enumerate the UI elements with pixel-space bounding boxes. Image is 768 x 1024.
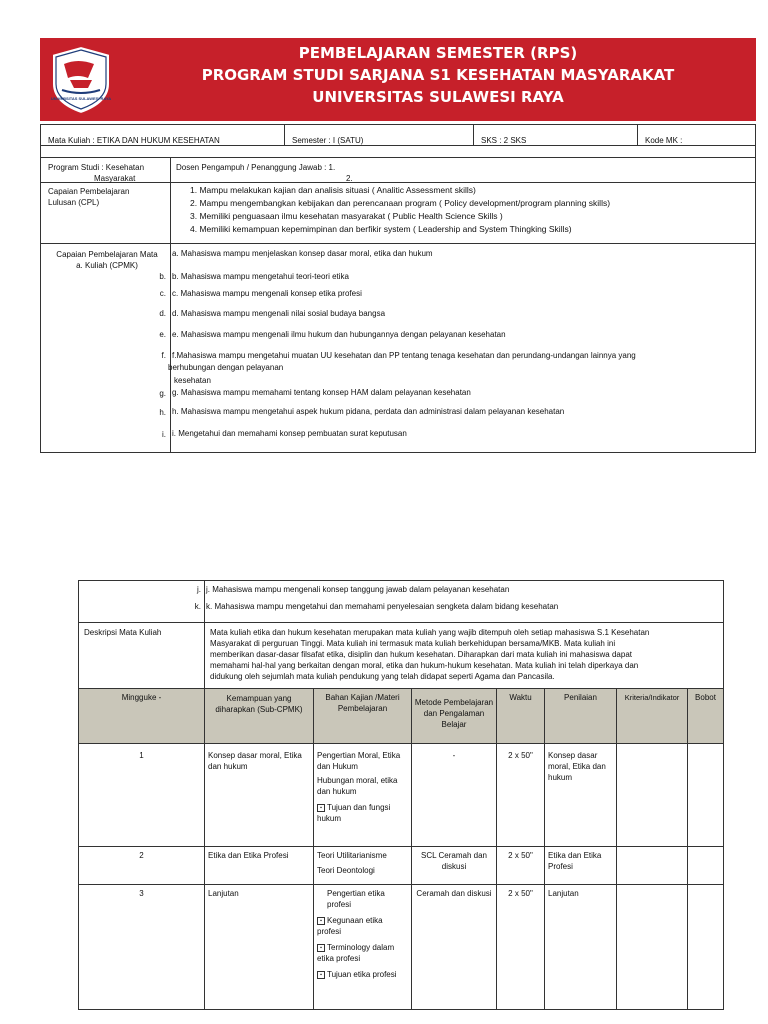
cpmk-marker: e. <box>159 330 166 339</box>
week-number: 2 <box>139 851 144 860</box>
cpmk-item: j. Mahasiswa mampu mengenali konsep tanggung jawab dalam pelayanan kesehatan <box>206 585 510 594</box>
waktu: 2 x 50" <box>508 751 533 760</box>
col-penilaian: Penilaian <box>564 693 597 702</box>
header-title-1: PEMBELAJARAN SEMESTER (RPS) <box>298 44 578 62</box>
week-number: 3 <box>139 889 144 898</box>
cpmk-marker: c. <box>159 289 166 298</box>
cpmk-item: i. Mengetahui dan memahami konsep pembuatan surat keputusan <box>172 429 407 438</box>
logo-text: UNIVERSITAS SULAWESI RAYA <box>50 96 112 101</box>
cpmk-label: Capaian Pembelajaran Mata a. Kuliah (CPMK) <box>56 250 158 270</box>
week-number: 1 <box>139 751 144 760</box>
document-header <box>40 38 756 121</box>
cpmk-item: e. Mahasiswa mampu mengenali ilmu hukum dan hubungannya dengan pelayanan kesehatan <box>172 330 506 339</box>
cpmk-item: k. Mahasiswa mampu mengetahui dan memahami penyelesaian sengketa dalam bidang kesehatan <box>206 602 559 611</box>
cpl-item: 1. Mampu melakukan kajian dan analisis situasi ( Analitic Assessment skills) <box>190 185 476 195</box>
col-waktu: Waktu <box>509 693 532 702</box>
cpl-label: Capaian Pembelajaran Lulusan (CPL) <box>48 187 130 207</box>
bullet-icon: ▪ <box>317 917 325 925</box>
sks: SKS : 2 SKS <box>481 136 527 145</box>
semester: Semester : I (SATU) <box>292 136 364 145</box>
cpmk-marker: b. <box>159 272 166 281</box>
bullet-icon: ▪ <box>317 944 325 952</box>
university-logo-icon <box>48 44 114 116</box>
metode: Ceramah dan diskusi <box>416 889 492 898</box>
bullet-icon: ▪ <box>317 804 325 812</box>
cpmk-item-cont: berhubungan dengan pelayanan <box>168 363 284 372</box>
deskripsi-label: Deskripsi Mata Kuliah <box>84 628 162 637</box>
penilaian: Etika dan Etika Profesi <box>548 851 602 871</box>
cpmk-item: d. Mahasiswa mampu mengenali nilai sosial budaya bangsa <box>172 309 386 318</box>
metode: SCL Ceramah dan diskusi <box>421 851 487 871</box>
cpmk-marker: k. <box>194 602 201 611</box>
sub-cpmk: Konsep dasar moral, Etika dan hukum <box>208 751 302 771</box>
col-bobot: Bobot <box>695 693 716 702</box>
cpmk-item: a. Mahasiswa mampu menjelaskan konsep dasar moral, etika dan hukum <box>172 249 433 258</box>
cpmk-item: c. Mahasiswa mampu mengenali konsep etika profesi <box>172 289 362 298</box>
dosen-pengampu: Dosen Pengampuh / Penanggung Jawab : 1. 2. <box>176 163 353 183</box>
col-sub-cpmk: Kemampuan yang diharapkan (Sub-CPMK) <box>215 694 303 714</box>
header-title-3: UNIVERSITAS SULAWESI RAYA <box>312 88 564 106</box>
cpmk-item: b. Mahasiswa mampu mengetahui teori-teori etika <box>172 272 349 281</box>
penilaian: Konsep dasar moral, Etika dan hukum <box>548 751 606 782</box>
bahan-kajian: Pengertian Moral, Etika dan Hukum Hubungan moral, etika dan hukum ▪ Tujuan dan fungsi hukum <box>317 751 401 823</box>
deskripsi-text: Mata kuliah etika dan hukum kesehatan merupakan mata kuliah yang wajib ditempuh oleh setiap mahasiswa S.1 Kesehatan Masyarakat di perguruan Tinggi. Mata kuliah ini termasuk mata kuliah berkehidupan bersama/MKB. Mata kuliah ini memberikan dasar-dasar filsafat etika, disiplin dan hukum kesehatan. Diharapkan dari mata kuliah ini mahasiswa dapat memahami hal-hal yang berkaitan dengan moral, etika dan hukum-hukum kesehatan. Mata kuliah ini telah diperkaya dan didukung oleh sejumlah mata kuliah pendukung yang telah didapat seperti Agama dan Pancasila. <box>210 628 650 681</box>
cpmk-marker: i. <box>162 430 166 439</box>
program-studi-label: Program Studi : Kesehatan Masyarakat <box>48 163 145 183</box>
header-title-2: PROGRAM STUDI SARJANA S1 KESEHATAN MASYARAKAT <box>201 66 675 84</box>
metode: - <box>452 751 456 760</box>
cpmk-marker: j. <box>197 585 201 594</box>
bahan-kajian: Pengertian etika profesi ▪ Kegunaan etika profesi ▪ Terminology dalam etika profesi ▪ Tujuan etika profesi <box>317 889 397 979</box>
cpmk-item: h. Mahasiswa mampu mengetahui aspek hukum pidana, perdata dan administrasi dalam pelayanan kesehatan <box>172 407 565 416</box>
waktu: 2 x 50" <box>508 851 533 860</box>
penilaian: Lanjutan <box>548 889 579 898</box>
cpmk-marker: h. <box>159 408 166 417</box>
sub-cpmk: Etika dan Etika Profesi <box>208 851 289 860</box>
cpmk-marker: g. <box>159 389 166 398</box>
mata-kuliah: Mata Kuliah : ETIKA DAN HUKUM KESEHATAN <box>48 136 220 145</box>
cpmk-marker: d. <box>159 309 166 318</box>
col-kriteria: Kriteria/Indikator <box>624 693 680 702</box>
waktu: 2 x 50" <box>508 889 533 898</box>
cpmk-marker: f. <box>161 351 166 360</box>
kode-mk: Kode MK : <box>645 136 683 145</box>
col-bahan-kajian: Bahan Kajian /Materi Pembelajaran <box>325 693 400 713</box>
bahan-kajian: Teori Utilitarianisme Teori Deontologi <box>317 851 387 875</box>
col-metode: Metode Pembelajaran dan Pengalaman Belajar <box>414 698 494 729</box>
cpl-item: 3. Memiliki penguasaan ilmu kesehatan masyarakat ( Public Health Science Skills ) <box>190 211 503 221</box>
cpmk-item: f.Mahasiswa mampu mengetahui muatan UU kesehatan dan PP tentang tenaga kesehatan dan perundang-undangan lainnya yang <box>172 351 636 360</box>
cpl-item: 4. Memiliki kemampuan kepemimpinan dan berfikir system ( Leadership and System Thingking Skills) <box>190 224 572 234</box>
sub-cpmk: Lanjutan <box>208 889 239 898</box>
cpmk-item: g. Mahasiswa mampu memahami tentang konsep HAM dalam pelayanan kesehatan <box>172 388 471 397</box>
cpmk-item-cont: kesehatan <box>174 376 211 385</box>
col-minggu: Mingguke - <box>121 693 162 702</box>
bullet-icon: ▪ <box>317 971 325 979</box>
cpl-item: 2. Mampu mengembangkan kebijakan dan perencanaan program ( Policy development/program planning skills) <box>190 198 611 208</box>
